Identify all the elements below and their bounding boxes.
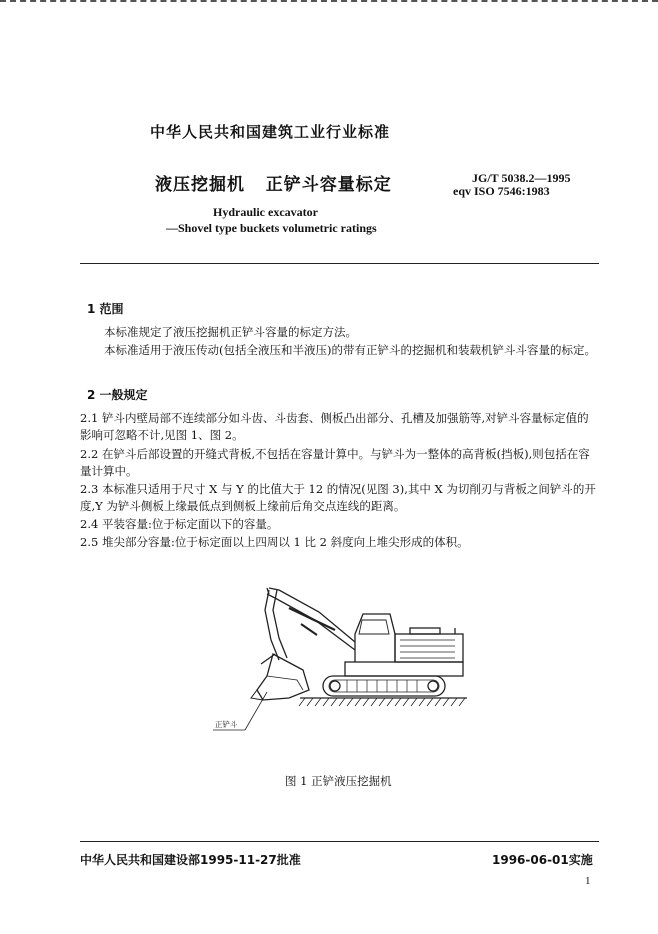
excavator-figure <box>205 580 475 740</box>
figure-caption: 图 1 正铲液压挖掘机 <box>285 774 392 788</box>
issuing-organization: 中华人民共和国建筑工业行业标准 <box>150 123 391 141</box>
clause-2-1: 2.1 铲斗内壁局部不连续部分如斗齿、斗齿套、侧板凸出部分、孔槽及加强筋等,对铲斗容量标定值的影响可忽略不计,见图 1、图 2。 <box>80 411 589 442</box>
clause-2-4: 2.4 平装容量:位于标定面以下的容量。 <box>80 517 279 531</box>
page-number: 1 <box>585 875 591 887</box>
undercarriage-frame <box>345 662 463 676</box>
operator-cab <box>355 614 395 662</box>
section-1-heading: 1 范围 <box>87 302 124 316</box>
standard-title: 液压挖掘机 正铲斗容量标定 <box>155 175 392 195</box>
crawler-track <box>323 676 445 696</box>
equivalent-standard: eqv ISO 7546:1983 <box>453 184 550 198</box>
english-title-line-1: Hydraulic excavator <box>213 205 318 219</box>
stick-arm <box>265 590 279 660</box>
label-leader-line <box>245 692 267 730</box>
clause-2-3: 2.3 本标准只适用于尺寸 X 与 Y 的比值大于 12 的情况(见图 3),其中 X 为切削刃与背板之间铲斗的开度,Y 为铲斗侧板上缘最低点到侧板上缘前后角交点连线的距离。 <box>80 482 596 513</box>
top-border <box>0 0 658 5</box>
footer-divider <box>80 841 599 842</box>
clause-2-5: 2.5 堆尖部分容量:位于标定面以上四周以 1 比 2 斜度向上堆尖形成的体积。 <box>80 535 469 549</box>
english-title-line-2: —Shovel type buckets volumetric ratings <box>166 221 377 235</box>
figure-callout-label: 正铲斗 <box>215 720 238 729</box>
clause-2-2: 2.2 在铲斗后部设置的开缝式背板,不包括在容量计算中。与铲斗为一整体的高背板(挡板),则包括在容量计算中。 <box>80 447 590 478</box>
standard-code: JG/T 5038.2—1995 <box>472 171 571 185</box>
section-1-paragraph-1: 本标准规定了液压挖掘机正铲斗容量的标定方法。 <box>104 325 357 339</box>
approval-statement: 中华人民共和国建设部1995-11-27批准 <box>80 853 301 867</box>
section-2-heading: 2 一般规定 <box>87 388 148 402</box>
header-divider <box>80 263 599 264</box>
ground-hatching <box>299 698 465 706</box>
section-1-paragraph-2: 本标准适用于液压传动(包括全液压和半液压)的带有正铲斗的挖掘机和装载机铲斗斗容量的标定。 <box>104 343 596 357</box>
implementation-date: 1996-06-01实施 <box>492 853 593 867</box>
